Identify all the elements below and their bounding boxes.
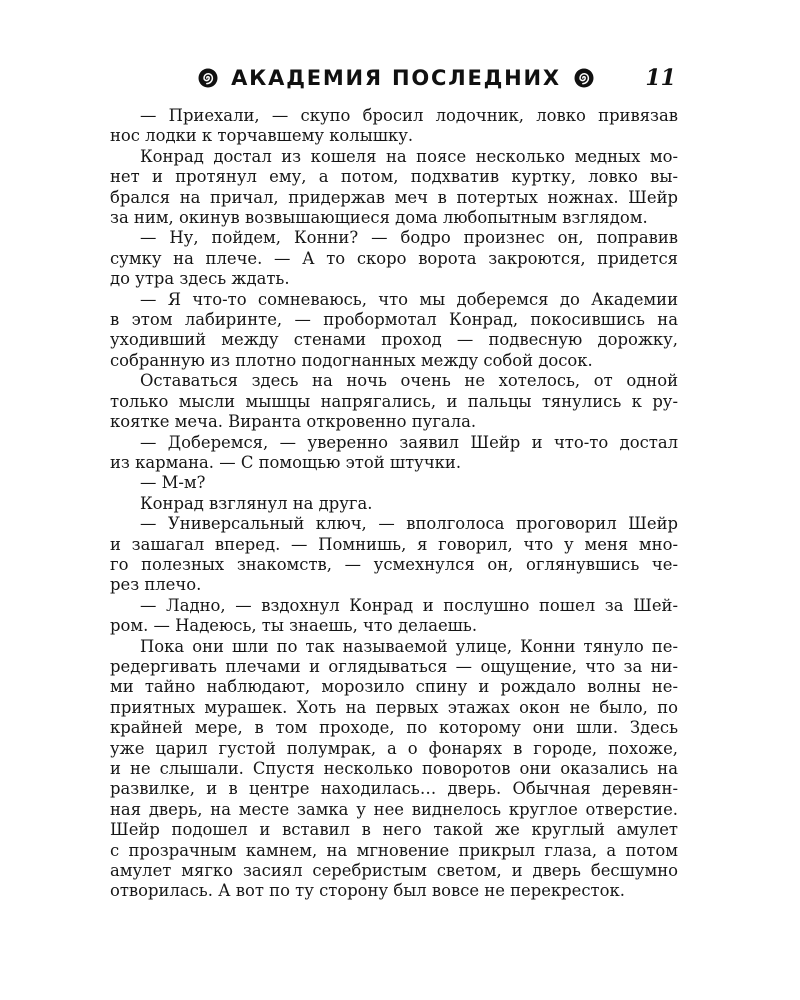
text-line: Оставаться здесь на ночь очень не хотелось, от одной: [140, 371, 678, 391]
paragraph: [110, 637, 678, 902]
text-line: Конрад взглянул на друга.: [140, 493, 373, 513]
text-line: — М-м?: [140, 473, 206, 493]
text-line: Пока они шли по так называемой улице, Конни тянуло пе-: [140, 636, 678, 656]
text-line: и не слышали. Спустя несколько поворотов они оказались на: [110, 759, 678, 778]
paragraph: [110, 290, 678, 372]
text-line: редергивать плечами и оглядываться — ощущение, что за ни-: [110, 656, 678, 676]
text-line: ром. — Надеюсь, ты знаешь, что делаешь.: [110, 616, 478, 636]
spiral-ornament-icon: [197, 67, 219, 89]
text-line: уходивший между стенами проход — подвесную дорожку,: [110, 330, 678, 350]
text-line: до утра здесь ждать.: [110, 269, 290, 289]
text-line: брался на причал, придержав меч в потертых ножнах. Шейр: [110, 187, 678, 207]
paragraph: [110, 494, 678, 514]
text-line: рез плечо.: [110, 575, 202, 595]
text-line: развилке, и в центре находилась… дверь. Обычная деревян-: [110, 779, 678, 799]
text-line: — Ладно, — вздохнул Конрад и послушно пошел за Шей-: [140, 595, 678, 615]
text-line: — Ну, пойдем, Конни? — бодро произнес он, поправив: [140, 228, 678, 248]
text-line: отворилась. А вот по ту сторону был вовсе не перекресток.: [110, 881, 625, 901]
spiral-ornament-icon: [573, 67, 595, 89]
text-line: — Доберемся, — уверенно заявил Шейр и что-то достал: [140, 432, 678, 452]
text-line: амулет мягко засиял серебристым светом, и дверь бесшумно: [110, 861, 678, 881]
paragraph: [110, 514, 678, 596]
text-line: и зашагал вперед. — Помнишь, я говорил, что у меня мно-: [110, 534, 678, 554]
text-line: крайней мере, в том проходе, по которому они шли. Здесь: [110, 718, 678, 738]
text-line: Конрад достал из кошеля на поясе несколько медных мо-: [140, 146, 678, 166]
paragraph: [110, 371, 678, 432]
text-line: нет и протянул ему, а потом, подхватив куртку, ловко вы-: [110, 167, 678, 187]
running-title-text: АКАДЕМИЯ ПОСЛЕДНИХ: [231, 66, 561, 90]
running-header: [120, 62, 680, 94]
page-number: 11: [645, 65, 676, 91]
text-line: ми тайно наблюдают, морозило спину и рождало волны не-: [110, 677, 678, 697]
text-line: из кармана. — С помощью этой штучки.: [110, 452, 462, 472]
text-line: ная дверь, на месте замка у нее виднелось круглое отверстие.: [110, 799, 678, 819]
text-line: — Я что-то сомневаюсь, что мы доберемся до Академии: [140, 289, 678, 309]
text-line: — Универсальный ключ, — вполголоса проговорил Шейр: [140, 514, 678, 534]
text-line: — Приехали, — скупо бросил лодочник, ловко привязав: [140, 106, 678, 125]
paragraph: [110, 228, 678, 289]
running-title-group: [196, 64, 596, 92]
text-line: сумку на плече. — А то скоро ворота закроются, придется: [110, 248, 678, 268]
paragraph: [110, 433, 678, 474]
text-line: уже царил густой полумрак, а о фонарях в городе, похоже,: [110, 738, 678, 758]
text-line: собранную из плотно подогнанных между собой досок.: [110, 350, 593, 370]
paragraph: [110, 147, 678, 229]
paragraph: [110, 106, 678, 147]
paragraph: [110, 596, 678, 637]
page-body-text: [110, 106, 678, 902]
text-line: Шейр подошел и вставил в него такой же круглый амулет: [110, 820, 678, 840]
text-line: с прозрачным камнем, на мгновение прикрыл глаза, а потом: [110, 840, 678, 860]
text-line: в этом лабиринте, — пробормотал Конрад, покосившись на: [110, 310, 678, 330]
text-line: приятных мурашек. Хоть на первых этажах окон не было, по: [110, 697, 678, 717]
text-line: только мысли мышцы напрягались, и пальцы тянулись к ру-: [110, 391, 678, 411]
paragraph: [110, 473, 678, 493]
text-line: нос лодки к торчавшему колышку.: [110, 126, 414, 146]
text-line: коятке меча. Виранта откровенно пугала.: [110, 412, 477, 432]
text-line: за ним, окинув возвышающиеся дома любопытным взглядом.: [110, 208, 648, 228]
text-line: го полезных знакомств, — усмехнулся он, оглянувшись че-: [110, 554, 678, 574]
